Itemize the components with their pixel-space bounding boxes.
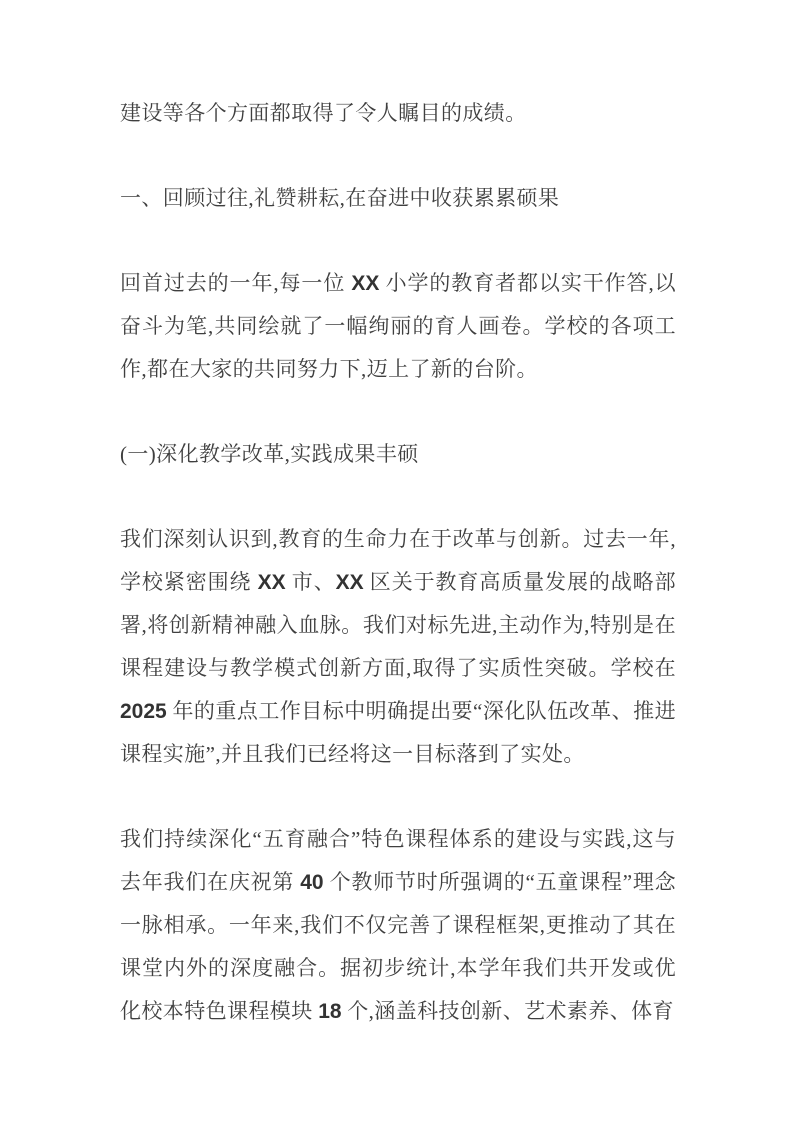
latin-run: 2025 — [120, 700, 167, 723]
latin-run: XX — [335, 571, 364, 594]
latin-run: XX — [351, 272, 380, 295]
paragraph: 建设等各个方面都取得了令人瞩目的成绩。 — [120, 101, 527, 125]
latin-run: 40 — [300, 871, 324, 894]
section-heading: (一)深化教学改革,实践成果丰硕 — [120, 442, 419, 466]
paragraph: 回首过去的一年,每一位 XX 小学的教育者都以实干作答,以奋斗为笔,共同绘就了一幅绚丽的育人画卷。学校的各项工作,都在大家的共同努力下,迈上了新的台阶。 — [120, 271, 676, 381]
latin-run: XX — [257, 571, 286, 594]
paragraph: 我们持续深化“五育融合”特色课程体系的建设与实践,这与去年我们在庆祝第 40 个教师节时所强调的“五童课程”理念一脉相承。一年来,我们不仅完善了课程框架,更推动了其在课堂内外的深度融合。据初步统计,本学年我们共开发或优化校本特色课程模块 18 个,涵盖科技创新、艺术素养、体育 — [120, 827, 676, 1023]
section-heading: 一、回顾过往,礼赞耕耘,在奋进中收获累累硕果 — [120, 186, 560, 210]
paragraph: 我们深刻认识到,教育的生命力在于改革与创新。过去一年,学校紧密围绕 XX 市、XX 区关于教育高质量发展的战略部署,将创新精神融入血脉。我们对标先进,主动作为,特别是在课程建设与教学模式创新方面,取得了实质性突破。学校在 2025 年的重点工作目标中明确提出要“深化队伍改革、推进课程实施”,并且我们已经将这一目标落到了实处。 — [120, 527, 676, 766]
document-body — [120, 92, 676, 1033]
latin-run: 18 — [318, 1000, 342, 1023]
